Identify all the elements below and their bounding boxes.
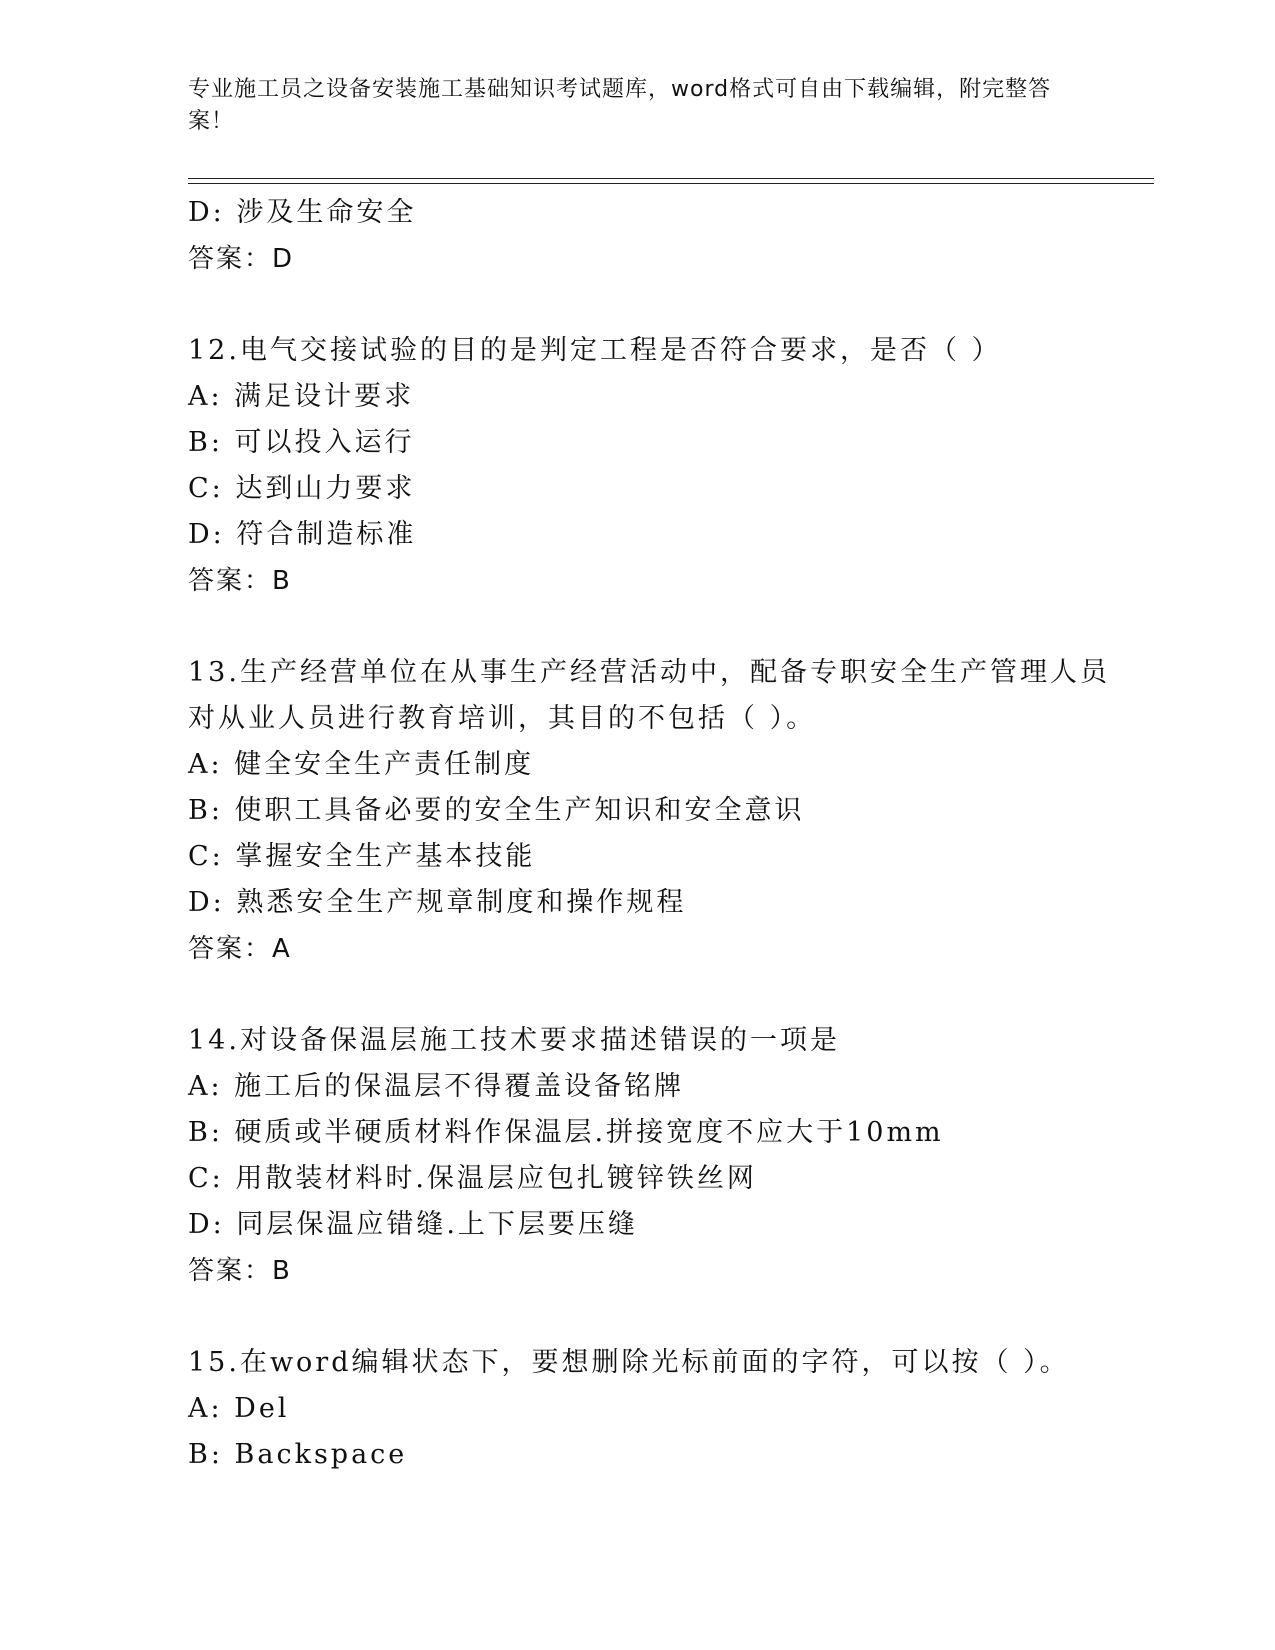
question-12-stem: 12.电气交接试验的目的是判定工程是否符合要求，是否（ ）	[188, 335, 1002, 366]
answer-line: 答案：A	[188, 934, 292, 964]
header-divider-bottom	[188, 183, 1154, 184]
spacer	[188, 604, 1118, 650]
option-b: B: 使职工具备必要的安全生产知识和安全意识	[188, 795, 805, 826]
option-a: A: 满足设计要求	[188, 381, 415, 412]
option-d: D: 涉及生命安全	[188, 197, 417, 228]
document-header: 专业施工员之设备安装施工基础知识考试题库，word格式可自由下载编辑，附完整答案！	[188, 77, 1052, 134]
option-a: A: 施工后的保温层不得覆盖设备铭牌	[188, 1071, 685, 1102]
option-d: D: 同层保温应错缝.上下层要压缝	[188, 1209, 638, 1240]
option-d: D: 熟悉安全生产规章制度和操作规程	[188, 887, 687, 918]
question-13-stem: 13.生产经营单位在从事生产经营活动中，配备专职安全生产管理人员对从业人员进行教育培训，其目的不包括（ ）。	[188, 657, 1110, 734]
option-b: B: 硬质或半硬质材料作保温层.拼接宽度不应大于10mm	[188, 1117, 944, 1148]
option-a: A: Del	[188, 1393, 290, 1424]
spacer	[188, 1294, 1118, 1340]
question-list	[188, 190, 1118, 1478]
spacer	[188, 282, 1118, 328]
option-c: C: 用散装材料时.保温层应包扎镀锌铁丝网	[188, 1163, 757, 1194]
answer-line: 答案：B	[188, 566, 292, 596]
header-divider-top	[188, 178, 1154, 179]
question-14-stem: 14.对设备保温层施工技术要求描述错误的一项是	[188, 1025, 840, 1056]
question-15-stem: 15.在word编辑状态下，要想删除光标前面的字符，可以按（ ）。	[188, 1347, 1070, 1378]
answer-line: 答案：B	[188, 1256, 292, 1286]
option-d: D: 符合制造标准	[188, 519, 417, 550]
option-c: C: 掌握安全生产基本技能	[188, 841, 536, 872]
option-b: B: Backspace	[188, 1439, 408, 1470]
option-b: B: 可以投入运行	[188, 427, 415, 458]
spacer	[188, 972, 1118, 1018]
option-c: C: 达到山力要求	[188, 473, 416, 504]
option-a: A: 健全安全生产责任制度	[188, 749, 535, 780]
answer-line: 答案：D	[188, 244, 295, 274]
